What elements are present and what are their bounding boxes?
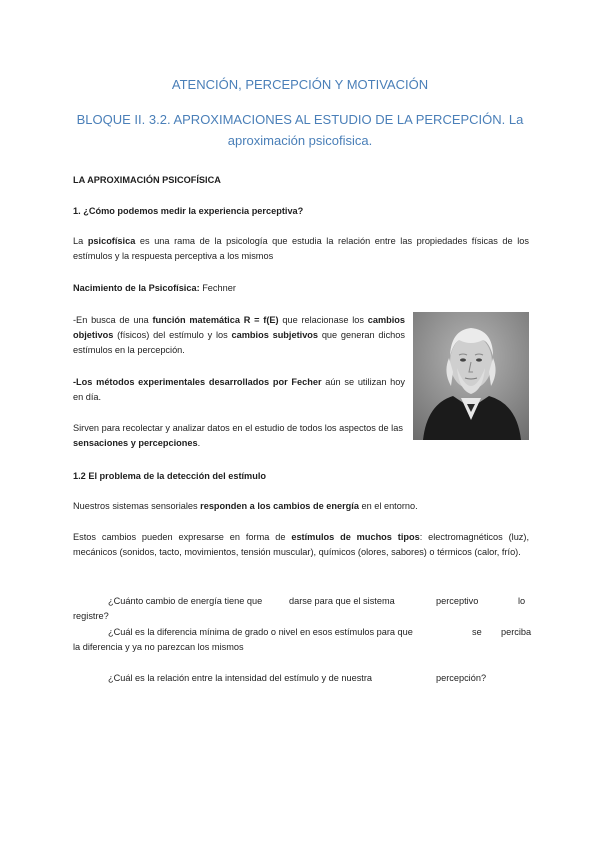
p3-text-c: . <box>197 438 201 448</box>
fechner-paragraph-2 <box>73 375 405 405</box>
p1-text-e: (físicos) del estímulo y los <box>113 330 232 340</box>
p1-text-c: que relacionase los <box>278 315 368 325</box>
block-title-line-1: BLOQUE II. 3.2. APROXIMACIONES AL ESTUDIO DE LA PERCEPCIÓN. La <box>76 112 524 127</box>
definition-term: psicofísica <box>87 236 136 246</box>
course-title: ATENCIÓN, PERCEPCIÓN Y MOTIVACIÓN <box>171 77 429 92</box>
question-a-part-5: registre? <box>73 611 109 621</box>
question-a-part-1: ¿Cuánto cambio de energía tiene que <box>108 596 263 606</box>
section-heading: LA APROXIMACIÓN PSICOFÍSICA <box>73 175 221 185</box>
question-a-part-3: perceptivo <box>436 596 479 606</box>
p1-function: función matemática R = f(E) <box>152 315 279 325</box>
p3-text-a: Sirven para recolectar y analizar datos en el estudio de todos los aspectos de las <box>73 423 403 433</box>
question-b-part-4: la diferencia y ya no parezcan los mismos <box>73 642 244 652</box>
birth-label: Nacimiento de la Psicofísica: <box>73 283 200 293</box>
question-c-part-1: ¿Cuál es la relación entre la intensidad del estímulo y de nuestra <box>108 673 373 683</box>
s2-text-c: : electromagnéticos (luz), mecánicos (sonidos, tacto, movimientos, tensión muscular), químicos (olores, sabores) o térmicos (calor, frío). <box>73 532 530 557</box>
question-1-heading: 1. ¿Cómo podemos medir la experiencia perceptiva? <box>73 206 304 216</box>
definition-paragraph <box>73 234 529 264</box>
energy-changes-paragraph <box>73 499 529 514</box>
question-a-part-2: darse para que el sistema <box>289 596 395 606</box>
s2-bold: estímulos de muchos tipos <box>291 532 420 542</box>
portrait-photo-icon <box>413 312 529 440</box>
block-title-line-2: aproximación psicofisica. <box>227 133 373 148</box>
p1-text-a: -En busca de una <box>73 315 153 325</box>
p2-methods: -Los métodos experimentales desarrollados por Fecher <box>73 377 322 387</box>
question-a-part-4: lo <box>518 596 526 606</box>
question-b-part-1: ¿Cuál es la diferencia mínima de grado o nivel en esos estímulos para que <box>108 627 413 637</box>
definition-pre: La <box>73 236 88 246</box>
p1-objective-changes: cambios objetivos <box>73 315 406 340</box>
stimulus-types-paragraph <box>73 530 529 560</box>
s1-text-c: en el entorno. <box>358 501 418 511</box>
fechner-paragraph-3 <box>73 421 405 451</box>
p3-sensations: sensaciones y percepciones <box>73 438 198 448</box>
p2-text: aún se utilizan hoy en día. <box>73 377 405 402</box>
s2-text-a: Estos cambios pueden expresarse en forma de <box>73 532 292 542</box>
definition-text: es una rama de la psicología que estudia la relación entre las propiedades físicas de los estímulos y la respuesta perceptiva a los mismos <box>73 236 529 261</box>
s1-bold: responden a los cambios de energía <box>200 501 359 511</box>
s1-text-a: Nuestros sistemas sensoriales <box>73 501 201 511</box>
p1-text-g: que generan dichos estímulos en la percepción. <box>73 330 405 355</box>
p1-subjective-changes: cambios subjetivos <box>231 330 319 340</box>
birth-line <box>73 281 529 296</box>
question-b-part-3: perciba <box>501 627 532 637</box>
question-c-part-2: percepción? <box>436 673 487 683</box>
birth-name: Fechner <box>199 283 236 293</box>
section-2-heading: 1.2 El problema de la detección del estímulo <box>73 471 266 481</box>
fechner-paragraph-1 <box>73 313 405 358</box>
question-b-part-2: se <box>472 627 482 637</box>
